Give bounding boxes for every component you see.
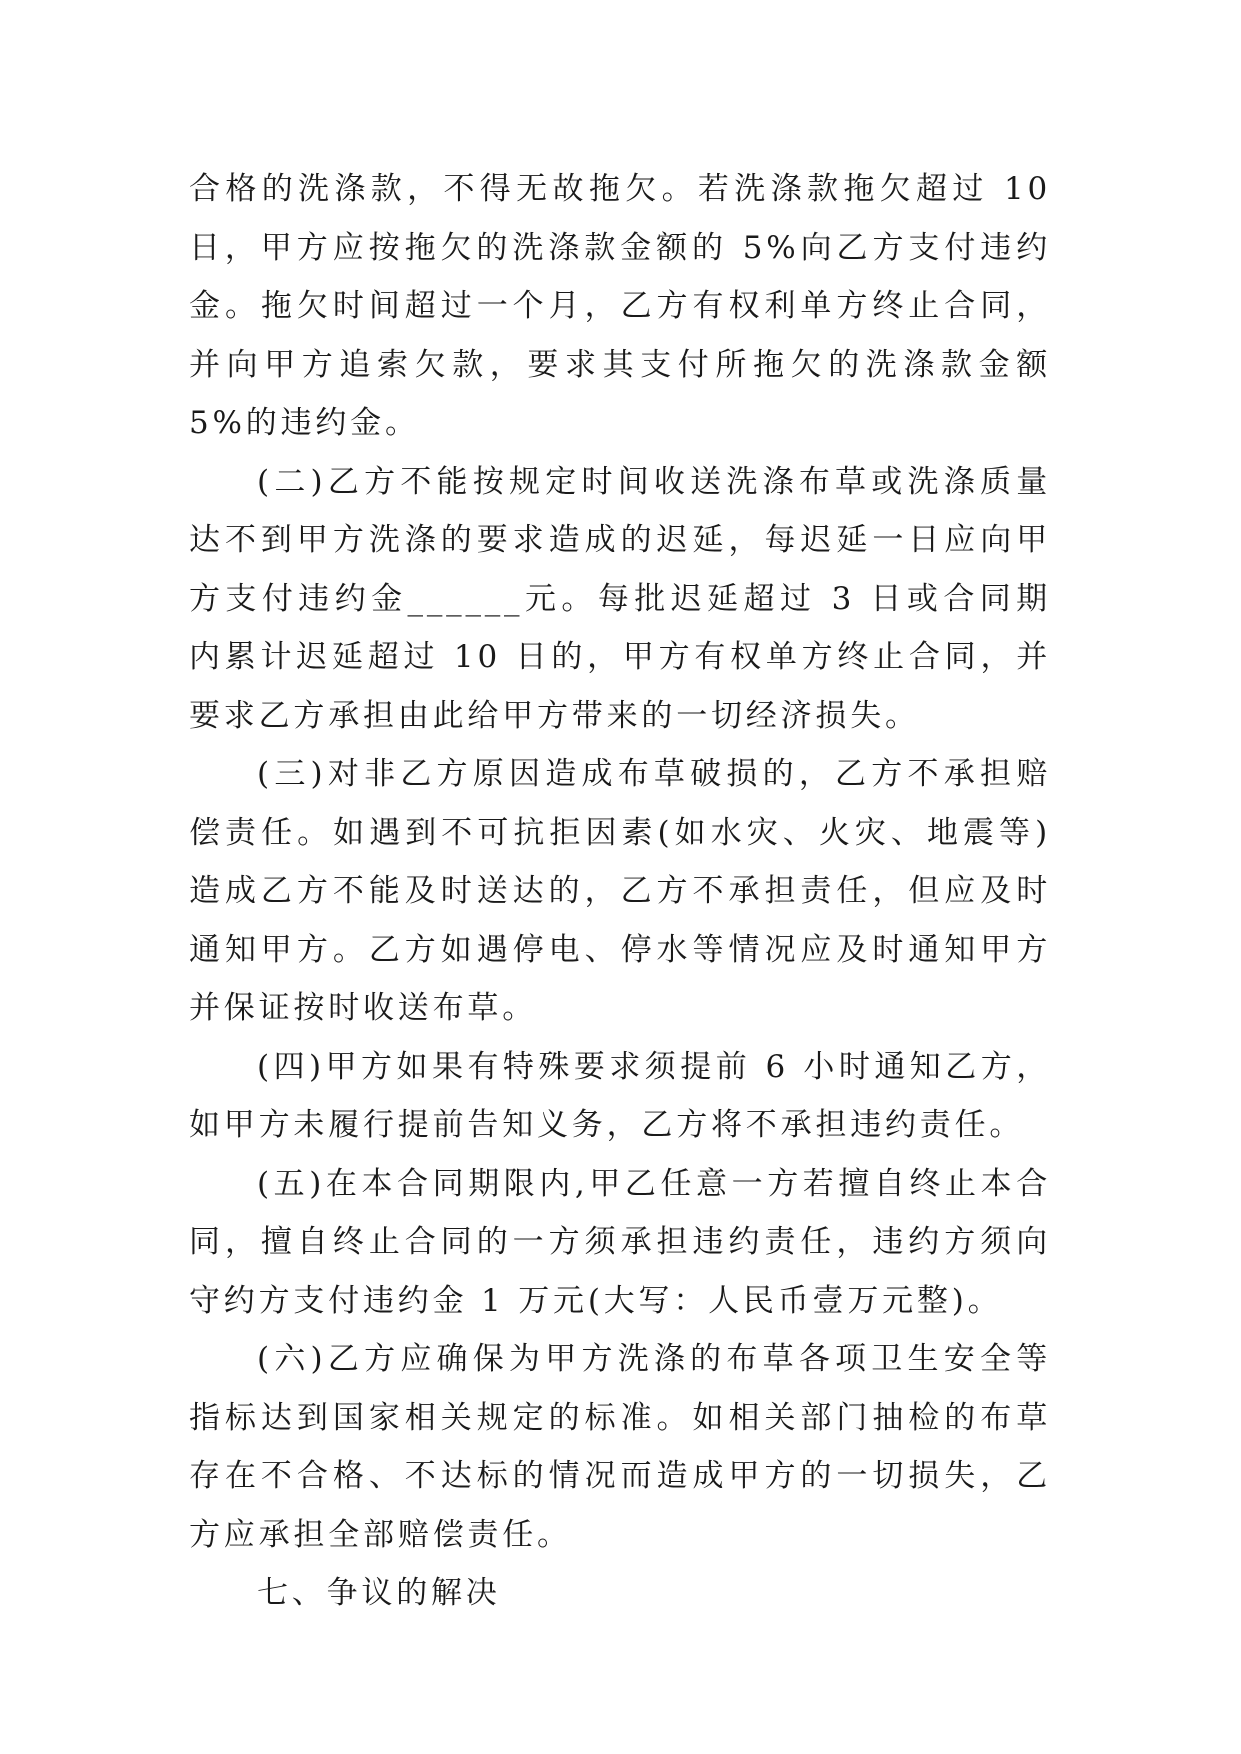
paragraph-clause-5: (五)在本合同期限内,甲乙任意一方若擅自终止本合同，擅自终止合同的一方须承担违约责任，违约方须向守约方支付违约金 1 万元(大写：人民币壹万元整)。 xyxy=(189,1165,1051,1319)
paragraph-clause-6: (六)乙方应确保为甲方洗涤的布草各项卫生安全等指标达到国家相关规定的标准。如相关部门抽检的布草存在不合格、不达标的情况而造成甲方的一切损失，乙方应承担全部赔偿责任。 xyxy=(189,1341,1051,1553)
section-heading-dispute-resolution: 七、争议的解决 xyxy=(257,1575,501,1611)
paragraph-clause-3: (三)对非乙方原因造成布草破损的，乙方不承担赔偿责任。如遇到不可抗拒因素(如水灾、火灾、地震等)造成乙方不能及时送达的，乙方不承担责任，但应及时通知甲方。乙方如遇停电、停水等情况应及时通知甲方并保证按时收送布草。 xyxy=(189,756,1051,1026)
paragraph-continued-payment-clause: 合格的洗涤款，不得无故拖欠。若洗涤款拖欠超过 10 日，甲方应按拖欠的洗涤款金额的 5%向乙方支付违约金。拖欠时间超过一个月，乙方有权利单方终止合同，并向甲方追索欠款，要求其支付所拖欠的洗涤款金额 5%的违约金。 xyxy=(189,171,1051,441)
paragraph-clause-4: (四)甲方如果有特殊要求须提前 6 小时通知乙方，如甲方未履行提前告知义务，乙方将不承担违约责任。 xyxy=(189,1048,1051,1143)
document-body xyxy=(189,160,1051,1623)
paragraph-clause-2: (二)乙方不能按规定时间收送洗涤布草或洗涤质量达不到甲方洗涤的要求造成的迟延，每迟延一日应向甲方支付违约金______元。每批迟延超过 3 日或合同期内累计迟延超过 10 日的，甲方有权单方终止合同，并要求乙方承担由此给甲方带来的一切经济损失。 xyxy=(189,463,1051,734)
